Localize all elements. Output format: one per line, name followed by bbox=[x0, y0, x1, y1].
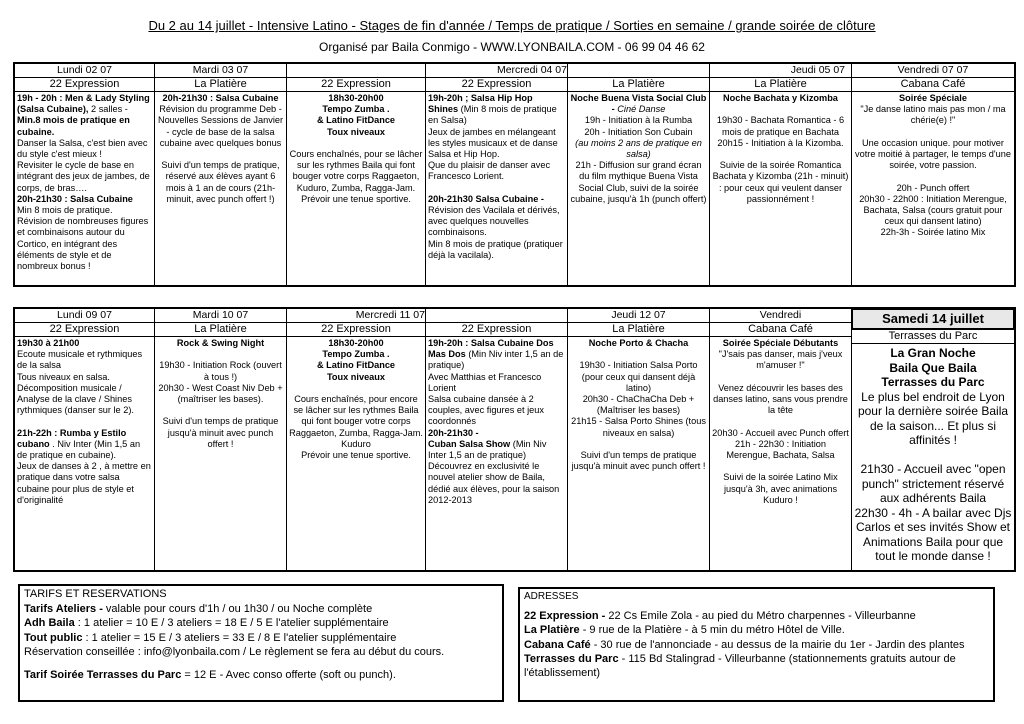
day-column bbox=[287, 309, 426, 570]
day-location: La Platière bbox=[710, 77, 851, 92]
program-text: Révision des Vacilala et dérivés, avec quelques nouvelles combinaisons. Min 8 mois de pratique (pratiquer déjà la vacilala). bbox=[428, 205, 563, 260]
day-column bbox=[15, 309, 155, 570]
day-program bbox=[155, 337, 286, 570]
tarif-public: Tout public : 1 atelier = 15 E / 3 ateliers = 33 E / 8 E l'atelier supplémentaire bbox=[24, 631, 397, 644]
reservation-info: Réservation conseillée : info@lyonbaila.com / Le règlement se fera au début du cours. bbox=[24, 646, 445, 658]
program-text: 20h-21h30 : Salsa Cubaine bbox=[162, 93, 279, 103]
program-text: Min 8 mois de pratique. Révision de nombreuses figures et combinaisons autour du Cortico, en intégrant des éléments de style et de nombreux bonus ! bbox=[17, 205, 149, 272]
day-column bbox=[155, 64, 287, 285]
day-location: 22 Expression bbox=[15, 77, 154, 92]
tarifs-box bbox=[18, 584, 504, 702]
program-text: 19h30 - Initiation Salsa Porto (pour ceux qui dansent déjà latino) 20h30 - ChaChaCha Deb + (Maîtriser les bases) 21h15 - Salsa Porto Shines (tous niveaux en salsa) Suivi d'un temps de pratique jusqu'à minuit avec punch offert ! bbox=[571, 360, 706, 472]
day-program bbox=[710, 337, 851, 570]
day-location: Cabana Café bbox=[710, 322, 851, 337]
day-name: Jeudi 05 07 bbox=[790, 64, 845, 76]
day-location: Terrasses du Parc bbox=[852, 329, 1014, 344]
program-text: 19h - 20h : Men & Lady Styling (Salsa Cubaine), bbox=[17, 93, 150, 115]
program-text: 21h-22h : Rumba y Estilo cubano bbox=[17, 427, 127, 449]
day-location: 22 Expression bbox=[287, 322, 425, 337]
tarif-soiree: Tarif Soirée Terrasses du Parc = 12 E - Avec conso offerte (soft ou punch). bbox=[24, 668, 396, 681]
adresses-box bbox=[518, 587, 995, 702]
day-name: Vendredi bbox=[759, 309, 802, 321]
program-text: "J'sais pas danser, mais j'veux m'amuser !" Venez découvrir les bases des danses latino, sans vous prendre la tête 20h30 - Accueil avec Punch offert 21h - 22h30 : Initiation Merengue, Bachata, Salsa Suivi de la soirée Latino Mix jusqu'à 3h, avec animations Kuduro ! bbox=[712, 349, 849, 505]
day-name: Mercredi 04 07 bbox=[496, 64, 567, 76]
day-name: Lundi 09 07 bbox=[57, 309, 112, 321]
address-item: La Platière - 9 rue de la Platière - à 5 min du métro Hôtel de Ville. bbox=[524, 624, 845, 637]
day-program bbox=[852, 92, 1014, 285]
address-item: Terrasses du Parc - 115 Bd Stalingrad - Villeurbanne (stationnements gratuits autour de l'établissement) bbox=[524, 652, 956, 680]
tarif-ateliers: Tarifs Ateliers - valable pour cours d'1h / ou 1h30 / ou Noche complète bbox=[24, 602, 373, 615]
program-text: Soirée Spéciale bbox=[899, 93, 967, 103]
day-program bbox=[287, 92, 425, 285]
program-text: Min.8 mois de pratique en cubaine. bbox=[17, 115, 130, 137]
program-text: 19h30 à 21h00 bbox=[17, 338, 80, 348]
day-name: Samedi 14 juillet bbox=[852, 309, 1014, 329]
program-text: (Min 8 mois de pratique en Salsa) Jeux de jambes en mélangeant les styles musicaux et de danse Salsa et Hip Hop. Que du plaisir de danser avec Francesco Lorient. bbox=[428, 104, 558, 182]
program-text: Noche Porto & Chacha bbox=[588, 338, 689, 348]
day-location: La Platière bbox=[568, 77, 709, 92]
day-program bbox=[15, 337, 154, 570]
program-text: 19h-20h : Salsa Cubaine Dos Mas Dos bbox=[428, 338, 554, 360]
week-2-schedule bbox=[13, 307, 1016, 572]
program-text: Noche Buena Vista Social Club - bbox=[570, 93, 707, 115]
day-name: Mercredi 11 07 bbox=[355, 309, 425, 321]
program-text: (Min Niv inter 1,5 an de pratique) Avec Matthias et Francesco Lorient Salsa cubaine dansée à 2 couples, avec figures et jeux coordonnés bbox=[428, 349, 564, 427]
day-program bbox=[287, 337, 425, 570]
program-text: 19h-20h ; Salsa Hip Hop Shines bbox=[428, 93, 533, 115]
program-text: Cours enchaînés, pour se lâcher sur les rythmes Baila qui font bouger votre corps Raggaeton, Kuduro, Zumba, Ragga-Jam. Prévoir une tenue sportive. bbox=[289, 149, 423, 204]
day-column bbox=[852, 64, 1014, 285]
week-1-schedule bbox=[13, 62, 1016, 287]
day-location: La Platière bbox=[155, 77, 286, 92]
day-column bbox=[710, 309, 852, 570]
day-column bbox=[568, 309, 710, 570]
program-text: 20h-21h30 Salsa Cubaine - bbox=[428, 193, 544, 204]
program-text: (Min Niv Inter 1,5 an de pratique) Découvrez en exclusivité le nouvel atelier show de Baila, dédié aux élèves, pour la saison 2012-2013 bbox=[428, 438, 560, 505]
day-column bbox=[426, 64, 568, 285]
tarif-adherents: Adh Baila : 1 atelier = 10 E / 3 ateliers = 18 E / 5 E l'atelier supplémentaire bbox=[24, 617, 389, 629]
address-item: 22 Expression - 22 Cs Emile Zola - au pied du Métro charpennes - Villeurbanne bbox=[524, 610, 916, 622]
program-text: Soirée Spéciale Débutants bbox=[722, 338, 839, 348]
program-text: Danser la Salsa, c'est bien avec du style c'est mieux ! Revisiter le cycle de base en intégrant des jeux de jambes, de corps, de bras…. bbox=[17, 137, 150, 193]
program-text: "Je danse latino mais pas mon / ma chérie(e) !" Une occasion unique. pour motiver votre moitié à partager, le temps d'une soirée, votre passion. 20h - Punch offert 20h30 - 22h00 : Initiation Merengue, Bachata, Salsa (cours gratuit pour ceux qui dansent latino) 22h-3h - Soirée latino Mix bbox=[855, 104, 1011, 238]
program-text: 20h-21h30 : Salsa Cubaine bbox=[17, 193, 133, 204]
program-text: Noche Bachata y Kizomba bbox=[723, 93, 838, 103]
program-text: Rock & Swing Night bbox=[176, 338, 265, 348]
day-program bbox=[155, 92, 286, 285]
program-text: 18h30-20h00 Tempo Zumba . & Latino FitDance Toux niveaux bbox=[316, 338, 396, 382]
program-text: Révision du programme Deb - Nouvelles Sessions de Janvier - cycle de base de la salsa cubaine avec quelques bonus Suivi d'un temps de pratique, réservé aux élèves ayant 6 mois à 1 an de cours (21h-minuit, avec punch offert !) bbox=[157, 104, 284, 204]
address-item: Cabana Café - 30 rue de l'annonciade - au dessus de la mairie du 1er - Jardin des plantes bbox=[524, 638, 965, 651]
day-location: La Platière bbox=[568, 322, 709, 337]
day-name: Jeudi 12 07 bbox=[611, 309, 666, 321]
day-program bbox=[426, 92, 567, 285]
day-program bbox=[15, 92, 154, 285]
day-name bbox=[287, 64, 425, 77]
day-name: Lundi 02 07 bbox=[57, 64, 112, 76]
day-program bbox=[568, 92, 709, 285]
program-text: 18h30-20h00 Tempo Zumba . & Latino FitDance Toux niveaux bbox=[316, 93, 396, 137]
program-text: 19h30 - Initiation Rock (ouvert à tous !) 20h30 - West Coast Niv Deb + (maîtriser les bases). Suivi d'un temps de pratique jusqu'à minuit avec punch offert ! bbox=[158, 360, 283, 449]
program-text: 21h - Diffusion sur grand écran du film mythique Buena Vista Social Club, suivi de la soirée cubaine, jusqu'à 1h (punch offert) bbox=[570, 160, 707, 204]
page-title: Du 2 au 14 juillet - Intensive Latino - Stages de fin d'année / Temps de pratique / Sorties en semaine / grande soirée de clôture bbox=[148, 18, 876, 33]
page-subtitle: Organisé par Baila Conmigo - WWW.LYONBAILA.COM - 06 99 04 46 62 bbox=[319, 40, 705, 54]
program-text: Ecoute musicale et rythmiques de la salsa Tous niveaux en salsa. Décomposition musicale / Analyse de la clave / Shines rythmiques (danser sur le 2). bbox=[17, 349, 143, 416]
program-text: La Gran Noche Baila Que Baila Terrasses du Parc bbox=[881, 346, 985, 389]
day-name bbox=[426, 309, 567, 322]
day-program bbox=[710, 92, 851, 285]
day-column bbox=[568, 64, 710, 285]
program-text: Ciné Danse bbox=[617, 104, 666, 115]
day-program bbox=[852, 344, 1014, 570]
day-location: 22 Expression bbox=[426, 77, 567, 92]
day-location: 22 Expression bbox=[287, 77, 425, 92]
day-location: 22 Expression bbox=[15, 322, 154, 337]
program-text: 19h30 - Bachata Romantica - 6 mois de pratique en Bachata 20h15 - Initiation à la Kizomba. Suivie de la soirée Romantica Bachata y Kizomba (21h - minuit) : pour ceux qui veulent danser passionnément ! bbox=[712, 115, 849, 204]
day-name: Vendredi 07 07 bbox=[897, 64, 969, 76]
day-column bbox=[155, 309, 287, 570]
program-text: Cours enchaînés, pour encore se lâcher sur les rythmes Baila qui font bouger votre corps Raggaeton, Zumba, Ragga-Jam. Kuduro Prévoir une tenue sportive. bbox=[289, 394, 423, 461]
day-column bbox=[426, 309, 568, 570]
day-location: Cabana Café bbox=[852, 77, 1014, 92]
day-name bbox=[568, 64, 709, 77]
day-program bbox=[426, 337, 567, 570]
day-location: 22 Expression bbox=[426, 322, 567, 337]
day-column bbox=[287, 64, 426, 285]
program-text: . Niv Inter (Min 1,5 an de pratique en cubaine). Jeux de danses à 2 , à mettre en pratique dans votre salsa cubaine pour plus de style et d'originalité bbox=[17, 438, 151, 505]
program-text: 19h - Initiation à la Rumba 20h - Initiation Son Cubain bbox=[584, 115, 693, 137]
program-text: (au moins 2 ans de pratique en salsa) bbox=[575, 137, 702, 160]
tarifs-heading: TARIFS ET RESERVATIONS bbox=[24, 588, 167, 600]
day-name: Mardi 10 07 bbox=[192, 309, 249, 321]
day-program bbox=[568, 337, 709, 570]
day-column bbox=[15, 64, 155, 285]
program-text: Le plus bel endroit de Lyon pour la dernière soirée Baila de la saison... Et plus si affinités ! 21h30 - Accueil avec "open punch" strictement réservé aux adhérents Baila 22h30 - 4h - A bailar avec Djs Carlos et ses invités Show et Animations Baila pour que tout le monde danse ! bbox=[854, 389, 1012, 563]
day-column bbox=[710, 64, 852, 285]
day-location: La Platière bbox=[155, 322, 286, 337]
day-name: Mardi 03 07 bbox=[192, 64, 249, 76]
program-text: 2 salles - bbox=[88, 104, 128, 115]
adresses-heading: ADRESSES bbox=[524, 591, 579, 602]
day-column bbox=[852, 309, 1014, 570]
program-text: 20h-21h30 - Cuban Salsa Show bbox=[428, 427, 511, 449]
